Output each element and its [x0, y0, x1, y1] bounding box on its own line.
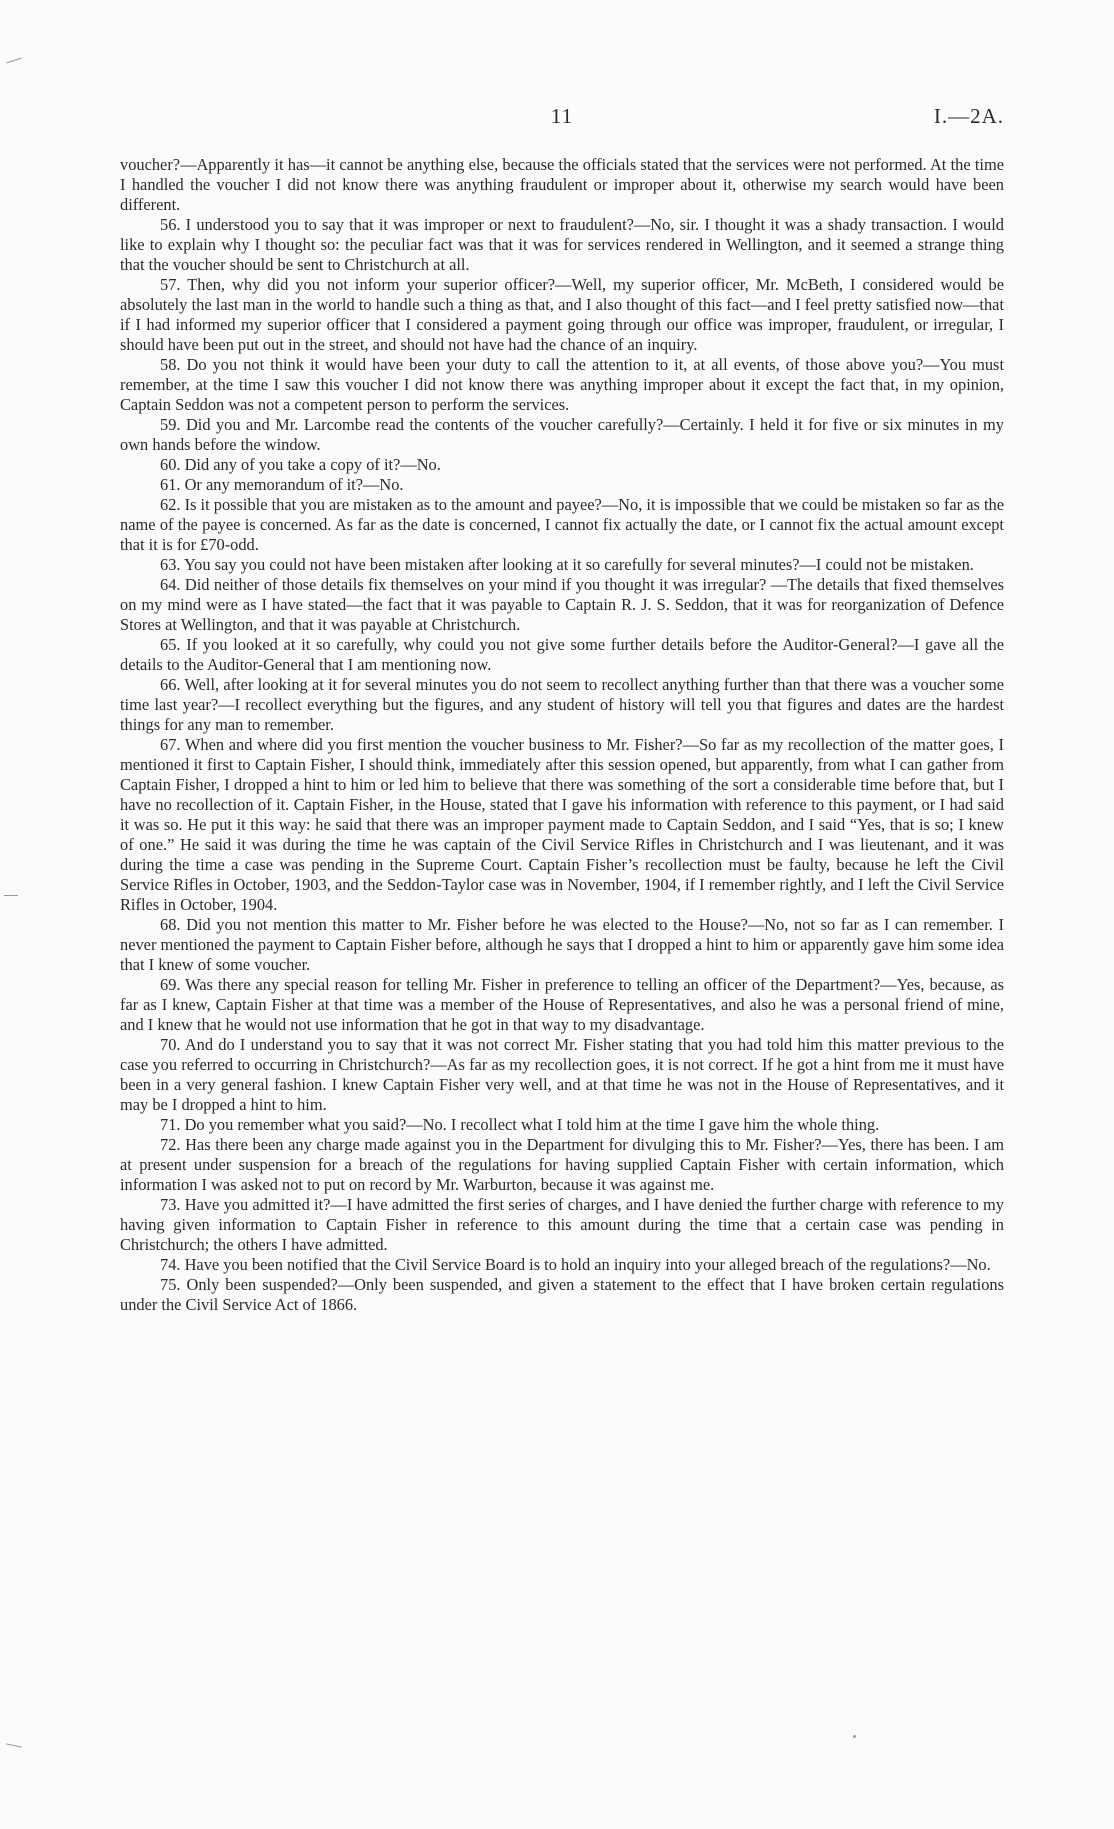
- page-header: [120, 104, 1004, 134]
- paragraph: 61. Or any memorandum of it?—No.: [160, 475, 404, 494]
- paragraph: voucher?—Apparently it has—it cannot be anything else, because the officials stated that the services were not performed. At the time I handled the voucher I did not know there was anything fraudulent or improper about it, otherwise my search would have been different.: [120, 155, 1004, 214]
- paragraph: 75. Only been suspended?—Only been suspended, and given a statement to the effect that I have broken certain regulations under the Civil Service Act of 1866.: [120, 1275, 1004, 1314]
- paragraph: 69. Was there any special reason for telling Mr. Fisher in preference to telling an officer of the Department?—Yes, because, as far as I knew, Captain Fisher at that time was a member of the House of Representatives, and also he was a personal friend of mine, and I knew that he would not use information that he got in that way to my disadvantage.: [120, 975, 1004, 1034]
- paragraph: 74. Have you been notified that the Civil Service Board is to hold an inquiry into your alleged breach of the regulations?—No.: [160, 1255, 991, 1274]
- document-reference: I.—2A.: [933, 104, 1004, 128]
- page-edge-mark: [6, 1743, 22, 1747]
- paragraph: 64. Did neither of those details fix themselves on your mind if you thought it was irregular? —The details that fixed themselves on my mind were as I have stated—the fact that it was payable to Captain R. J. S. Seddon, that it was for reorganization of Defence Stores at Wellington, and that it was payable at Christchurch.: [120, 575, 1004, 634]
- page-number: 11: [550, 104, 574, 128]
- paragraph: 70. And do I understand you to say that it was not correct Mr. Fisher stating that you had told him this matter previous to the case you referred to occurring in Christchurch?—As far as my recollection goes, it is not correct. If he got a hint from me it must have been in a very general fashion. I knew Captain Fisher very well, and at that time he was not in the House of Representatives, and it may be I dropped a hint to him.: [120, 1035, 1004, 1114]
- paragraph: 71. Do you remember what you said?—No. I recollect what I told him at the time I gave him the whole thing.: [160, 1115, 880, 1134]
- paragraph: 67. When and where did you first mention the voucher business to Mr. Fisher?—So far as my recollection of the matter goes, I mentioned it first to Captain Fisher, I should think, immediately after this session opened, but apparently, from what I can gather from Captain Fisher, I dropped a hint to him or led him to believe that there was something of the sort a considerable time before that, but I have no recollection of it. Captain Fisher, in the House, stated that I gave his information with reference to this payment, or I had said it was so. He put it this way: he said that there was an improper payment made to Captain Seddon, and I said “Yes, that is so; I knew of one.” He said it was during the time he was captain of the Civil Service Rifles in Christchurch and I was lieutenant, and it was during the time a case was pending in the Supreme Court. Captain Fisher’s recollection must be faulty, because he left the Civil Service Rifles in October, 1903, and the Seddon-Taylor case was in November, 1904, if I remember rightly, and I left the Civil Service Rifles in October, 1904.: [120, 735, 1004, 914]
- transcript-body: [120, 155, 1004, 1315]
- paragraph: 65. If you looked at it so carefully, why could you not give some further details before the Auditor-General?—I gave all the details to the Auditor-General that I am mentioning now.: [120, 635, 1004, 674]
- paragraph: 63. You say you could not have been mistaken after looking at it so carefully for several minutes?—I could not be mistaken.: [160, 555, 974, 574]
- paragraph: 56. I understood you to say that it was improper or next to fraudulent?—No, sir. I thought it was a shady transaction. I would like to explain why I thought so: the peculiar fact was that it was for services rendered in Wellington, and it seemed a strange thing that the voucher should be sent to Christchurch at all.: [120, 215, 1004, 274]
- paragraph: 62. Is it possible that you are mistaken as to the amount and payee?—No, it is impossible that we could be mistaken so far as the name of the payee is concerned. As far as the date is concerned, I cannot fix actually the date, or I cannot fix the actual amount except that it is for £70-odd.: [120, 495, 1004, 554]
- page-edge-mark: [4, 895, 18, 896]
- paragraph: 66. Well, after looking at it for several minutes you do not seem to recollect anything further than that there was a voucher some time last year?—I recollect everything but the figures, and any student of history will tell you that figures and dates are the hardest things for any man to remember.: [120, 675, 1004, 734]
- paragraph: 73. Have you admitted it?—I have admitted the first series of charges, and I have denied the further charge with reference to my having given information to Captain Fisher in reference to this amount during the time that a certain case was pending in Christchurch; the others I have admitted.: [120, 1195, 1004, 1254]
- ink-dot: [853, 1735, 856, 1738]
- paragraph: 59. Did you and Mr. Larcombe read the contents of the voucher carefully?—Certainly. I held it for five or six minutes in my own hands before the window.: [120, 415, 1004, 454]
- paragraph: 57. Then, why did you not inform your superior officer?—Well, my superior officer, Mr. McBeth, I considered would be absolutely the last man in the world to handle such a thing as that, and I also thought of this fact—and I feel pretty satisfied now—that if I had informed my superior officer that I considered a payment going through our office was improper, fraudulent, or irregular, I should have been put out in the street, and should not have had the chance of an inquiry.: [120, 275, 1004, 354]
- page-edge-mark: [6, 58, 22, 64]
- paragraph: 60. Did any of you take a copy of it?—No.: [160, 455, 441, 474]
- paragraph: 68. Did you not mention this matter to Mr. Fisher before he was elected to the House?—No, not so far as I can remember. I never mentioned the payment to Captain Fisher before, although he says that I dropped a hint to him or apparently gave him some idea that I knew of some voucher.: [120, 915, 1004, 974]
- paragraph: 58. Do you not think it would have been your duty to call the attention to it, at all events, of those above you?—You must remember, at the time I saw this voucher I did not know there was anything improper about it except the fact that, in my opinion, Captain Seddon was not a competent person to perform the services.: [120, 355, 1004, 414]
- paragraph: 72. Has there been any charge made against you in the Department for divulging this to Mr. Fisher?—Yes, there has been. I am at present under suspension for a breach of the regulations for having supplied Captain Fisher with certain information, which information I was asked not to put on record by Mr. Warburton, because it was against me.: [120, 1135, 1004, 1194]
